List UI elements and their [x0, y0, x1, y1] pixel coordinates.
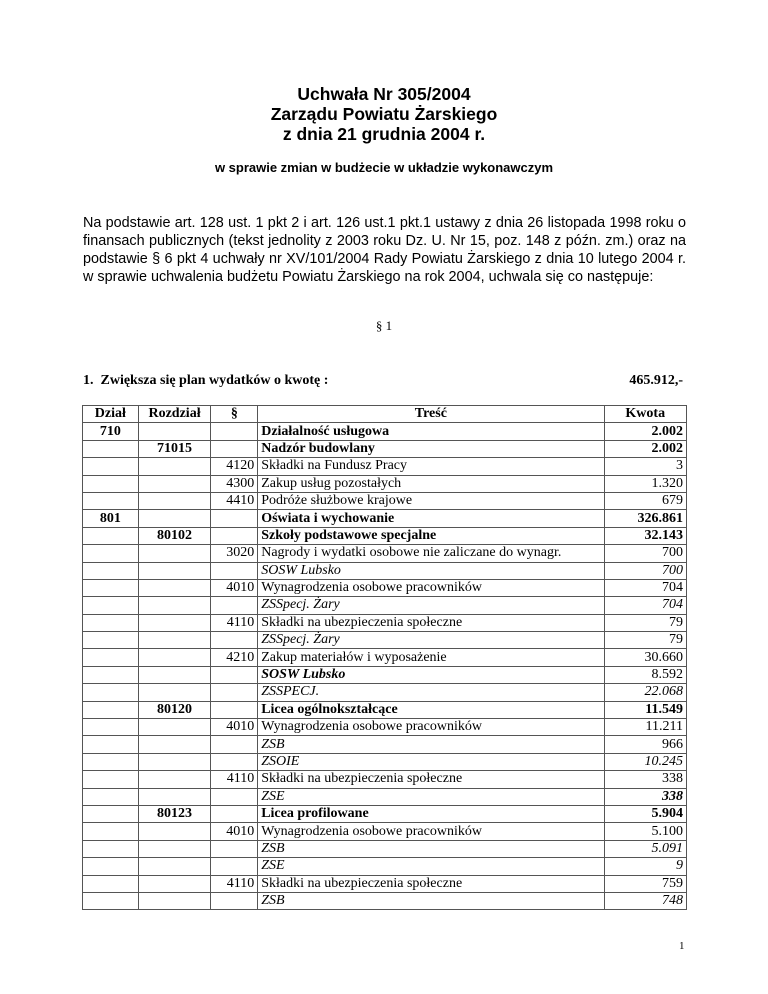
header-rozdzial: Rozdział [138, 406, 211, 423]
header-dzial: Dział [83, 406, 139, 423]
cell-paragraf [211, 527, 258, 544]
cell-kwota: 5.091 [604, 840, 687, 857]
cell-rozdzial [138, 492, 211, 509]
cell-kwota: 2.002 [604, 440, 687, 457]
cell-tresc: Podróże służbowe krajowe [258, 492, 604, 509]
budget-table [82, 405, 687, 910]
cell-dzial [83, 719, 139, 736]
cell-paragraf [211, 701, 258, 718]
cell-paragraf [211, 440, 258, 457]
cell-rozdzial [138, 510, 211, 527]
cell-kwota: 679 [604, 492, 687, 509]
table-row [83, 719, 687, 736]
cell-paragraf: 4300 [211, 475, 258, 492]
cell-rozdzial [138, 788, 211, 805]
cell-rozdzial [138, 858, 211, 875]
cell-paragraf [211, 736, 258, 753]
cell-tresc: Zakup materiałów i wyposażenie [258, 649, 604, 666]
cell-rozdzial [138, 423, 211, 440]
cell-dzial [83, 684, 139, 701]
cell-paragraf: 4110 [211, 614, 258, 631]
cell-tresc: Składki na Fundusz Pracy [258, 458, 604, 475]
table-row [83, 771, 687, 788]
title-line-issuer: Zarządu Powiatu Żarskiego [270, 104, 498, 124]
cell-dzial [83, 666, 139, 683]
table-row [83, 492, 687, 509]
cell-rozdzial: 71015 [138, 440, 211, 457]
cell-paragraf: 4410 [211, 492, 258, 509]
cell-dzial [83, 771, 139, 788]
item-amount: 465.912,- [629, 373, 683, 388]
table-row [83, 788, 687, 805]
cell-tresc: Licea ogólnokształcące [258, 701, 604, 718]
cell-dzial [83, 458, 139, 475]
table-row [83, 562, 687, 579]
cell-tresc: Nagrody i wydatki osobowe nie zaliczane do wynagr. [258, 545, 604, 562]
cell-paragraf: 4010 [211, 579, 258, 596]
cell-rozdzial: 80102 [138, 527, 211, 544]
cell-paragraf: 4120 [211, 458, 258, 475]
cell-dzial [83, 649, 139, 666]
cell-tresc: ZSB [258, 736, 604, 753]
cell-rozdzial [138, 892, 211, 909]
cell-dzial [83, 823, 139, 840]
cell-rozdzial [138, 736, 211, 753]
table-row [83, 805, 687, 822]
cell-paragraf [211, 684, 258, 701]
cell-rozdzial [138, 545, 211, 562]
cell-dzial [83, 597, 139, 614]
cell-rozdzial [138, 597, 211, 614]
cell-kwota: 3 [604, 458, 687, 475]
cell-kwota: 759 [604, 875, 687, 892]
cell-dzial [83, 440, 139, 457]
cell-kwota: 966 [604, 736, 687, 753]
cell-paragraf [211, 858, 258, 875]
title-line-number: Uchwała Nr 305/2004 [297, 84, 471, 104]
cell-dzial: 801 [83, 510, 139, 527]
table-row [83, 614, 687, 631]
table-row [83, 475, 687, 492]
cell-kwota: 10.245 [604, 753, 687, 770]
cell-kwota: 30.660 [604, 649, 687, 666]
table-row [83, 579, 687, 596]
cell-paragraf [211, 805, 258, 822]
table-row [83, 892, 687, 909]
cell-dzial [83, 545, 139, 562]
cell-tresc: Szkoły podstawowe specjalne [258, 527, 604, 544]
cell-kwota: 79 [604, 632, 687, 649]
cell-rozdzial [138, 458, 211, 475]
cell-dzial [83, 492, 139, 509]
cell-tresc: SOSW Lubsko [258, 666, 604, 683]
cell-tresc: ZSB [258, 892, 604, 909]
cell-kwota: 5.904 [604, 805, 687, 822]
cell-paragraf [211, 892, 258, 909]
cell-paragraf [211, 788, 258, 805]
resolution-subject: w sprawie zmian w budżecie w układzie wykonawczym [214, 160, 554, 175]
item-label: 1. Zwiększa się plan wydatków o kwotę : [83, 373, 329, 388]
cell-paragraf [211, 666, 258, 683]
cell-kwota: 338 [604, 771, 687, 788]
cell-kwota: 748 [604, 892, 687, 909]
cell-kwota: 8.592 [604, 666, 687, 683]
cell-kwota: 1.320 [604, 475, 687, 492]
cell-tresc: Działalność usługowa [258, 423, 604, 440]
cell-paragraf: 4110 [211, 875, 258, 892]
table-row [83, 458, 687, 475]
cell-tresc: Nadzór budowlany [258, 440, 604, 457]
cell-rozdzial [138, 753, 211, 770]
cell-paragraf [211, 840, 258, 857]
cell-kwota: 79 [604, 614, 687, 631]
table-row [83, 753, 687, 770]
cell-tresc: ZSE [258, 788, 604, 805]
cell-tresc: Wynagrodzenia osobowe pracowników [258, 823, 604, 840]
cell-tresc: ZSSpecj. Żary [258, 632, 604, 649]
cell-paragraf: 3020 [211, 545, 258, 562]
table-row [83, 840, 687, 857]
cell-dzial [83, 736, 139, 753]
cell-paragraf [211, 562, 258, 579]
cell-kwota: 11.211 [604, 719, 687, 736]
cell-dzial [83, 614, 139, 631]
cell-rozdzial [138, 666, 211, 683]
preamble-paragraph: Na podstawie art. 128 ust. 1 pkt 2 i art. 126 ust.1 pkt.1 ustawy z dnia 26 listopada 1998 roku o finansach publicznych (tekst jednolity z 2003 roku Dz. U. Nr 15, poz. 148 z późn. zm.) oraz na podstawie § 6 pkt 4 uchwały nr XV/101/2004 Rady Powiatu Żarskiego z dnia 10 lutego 2004 r. w sprawie uchwalenia budżetu Powiatu Żarskiego na rok 2004, uchwala się co następuje: [83, 215, 686, 285]
cell-paragraf: 4110 [211, 771, 258, 788]
cell-rozdzial [138, 562, 211, 579]
table-row [83, 649, 687, 666]
cell-kwota: 326.861 [604, 510, 687, 527]
cell-dzial [83, 892, 139, 909]
cell-rozdzial [138, 771, 211, 788]
table-row [83, 597, 687, 614]
cell-dzial [83, 475, 139, 492]
cell-tresc: ZSSPECJ. [258, 684, 604, 701]
cell-dzial [83, 579, 139, 596]
cell-dzial [83, 632, 139, 649]
cell-tresc: ZSE [258, 858, 604, 875]
cell-rozdzial [138, 614, 211, 631]
cell-tresc: Licea profilowane [258, 805, 604, 822]
cell-kwota: 704 [604, 597, 687, 614]
cell-tresc: Oświata i wychowanie [258, 510, 604, 527]
cell-rozdzial [138, 649, 211, 666]
cell-rozdzial [138, 684, 211, 701]
cell-dzial [83, 753, 139, 770]
cell-paragraf [211, 597, 258, 614]
cell-rozdzial: 80123 [138, 805, 211, 822]
table-row [83, 701, 687, 718]
cell-tresc: Zakup usług pozostałych [258, 475, 604, 492]
cell-rozdzial [138, 823, 211, 840]
cell-kwota: 5.100 [604, 823, 687, 840]
header-kwota: Kwota [604, 406, 687, 423]
cell-paragraf: 4210 [211, 649, 258, 666]
cell-kwota: 32.143 [604, 527, 687, 544]
table-row [83, 684, 687, 701]
cell-tresc: SOSW Lubsko [258, 562, 604, 579]
cell-dzial: 710 [83, 423, 139, 440]
cell-kwota: 338 [604, 788, 687, 805]
cell-dzial [83, 527, 139, 544]
cell-tresc: ZSB [258, 840, 604, 857]
table-row [83, 527, 687, 544]
cell-dzial [83, 562, 139, 579]
cell-dzial [83, 701, 139, 718]
resolution-title [0, 84, 768, 144]
cell-tresc: Składki na ubezpieczenia społeczne [258, 771, 604, 788]
table-row [83, 875, 687, 892]
cell-rozdzial [138, 579, 211, 596]
table-row [83, 632, 687, 649]
table-row [83, 545, 687, 562]
cell-rozdzial: 80120 [138, 701, 211, 718]
cell-kwota: 9 [604, 858, 687, 875]
cell-paragraf [211, 632, 258, 649]
cell-dzial [83, 875, 139, 892]
table-row [83, 510, 687, 527]
cell-rozdzial [138, 632, 211, 649]
cell-paragraf [211, 753, 258, 770]
table-row [83, 666, 687, 683]
cell-kwota: 22.068 [604, 684, 687, 701]
title-line-date: z dnia 21 grudnia 2004 r. [282, 124, 486, 144]
cell-rozdzial [138, 475, 211, 492]
cell-paragraf: 4010 [211, 719, 258, 736]
page-number: 1 [679, 940, 685, 952]
cell-tresc: Składki na ubezpieczenia społeczne [258, 875, 604, 892]
cell-rozdzial [138, 719, 211, 736]
cell-kwota: 700 [604, 562, 687, 579]
cell-kwota: 700 [604, 545, 687, 562]
cell-dzial [83, 840, 139, 857]
table-row [83, 736, 687, 753]
cell-kwota: 11.549 [604, 701, 687, 718]
table-row [83, 440, 687, 457]
cell-tresc: Wynagrodzenia osobowe pracowników [258, 719, 604, 736]
table-row [83, 423, 687, 440]
table-row [83, 858, 687, 875]
cell-kwota: 704 [604, 579, 687, 596]
cell-rozdzial [138, 875, 211, 892]
cell-dzial [83, 805, 139, 822]
header-tresc: Treść [258, 406, 604, 423]
cell-tresc: ZSOIE [258, 753, 604, 770]
item-increase-expenditure [83, 373, 683, 389]
cell-dzial [83, 788, 139, 805]
section-mark: § 1 [375, 318, 393, 333]
cell-dzial [83, 858, 139, 875]
cell-kwota: 2.002 [604, 423, 687, 440]
header-paragraf: § [211, 406, 258, 423]
table-row [83, 823, 687, 840]
cell-tresc: ZSSpecj. Żary [258, 597, 604, 614]
cell-paragraf: 4010 [211, 823, 258, 840]
cell-paragraf [211, 423, 258, 440]
cell-paragraf [211, 510, 258, 527]
cell-tresc: Składki na ubezpieczenia społeczne [258, 614, 604, 631]
cell-rozdzial [138, 840, 211, 857]
cell-tresc: Wynagrodzenia osobowe pracowników [258, 579, 604, 596]
table-header-row [83, 406, 687, 423]
